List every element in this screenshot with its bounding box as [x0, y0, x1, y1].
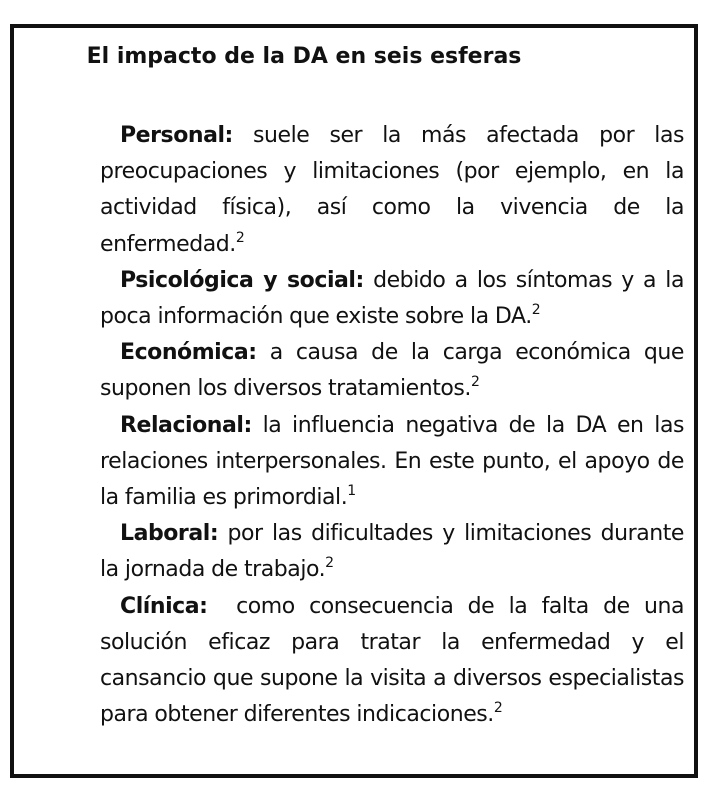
reference-number: 2 [235, 229, 245, 246]
info-box [10, 24, 698, 778]
sphere-personal [100, 118, 684, 263]
reference-number: 2 [325, 555, 334, 572]
sphere-label: Personal: [120, 123, 233, 148]
sphere-clinical [100, 589, 691, 734]
sphere-labor [100, 516, 684, 588]
sphere-text: suele ser la más afectada por las preocupaciones y limitaciones (por ejemplo, en la actividad física), así como la vivencia de la enfermedad. [100, 123, 684, 257]
box-title: El impacto de la DA en seis esferas [86, 44, 522, 69]
sphere-psychological-social [100, 263, 684, 335]
sphere-label: Psicológica y social: [120, 267, 364, 293]
sphere-label: Económica: [120, 340, 257, 366]
sphere-text: por las dificultades y limitaciones durante la jornada de trabajo. [100, 521, 684, 583]
sphere-economic [100, 335, 684, 407]
reference-number: 1 [347, 483, 356, 500]
spheres-list [100, 118, 691, 733]
sphere-text: la influencia negativa de la DA en las relaciones interpersonales. En este punto, el apoyo de la familia es primordial. [100, 412, 684, 511]
reference-number: 2 [493, 700, 503, 717]
sphere-label: Laboral: [120, 521, 219, 547]
reference-number: 2 [531, 302, 541, 319]
sphere-label: Clínica: [120, 593, 208, 619]
sphere-text: como consecuencia de la falta de una solución eficaz para tratar la enfermedad y el cansancio que supone la visita a diversos especialistas para obtener diferentes indicaciones. [100, 593, 691, 728]
sphere-text: debido a los síntomas y a la poca información que existe sobre la DA. [100, 267, 684, 330]
reference-number: 2 [470, 374, 480, 391]
sphere-label: Relacional: [120, 412, 252, 438]
sphere-text: a causa de la carga económica que suponen los diversos tratamientos. [100, 340, 684, 402]
sphere-relational [100, 408, 684, 517]
